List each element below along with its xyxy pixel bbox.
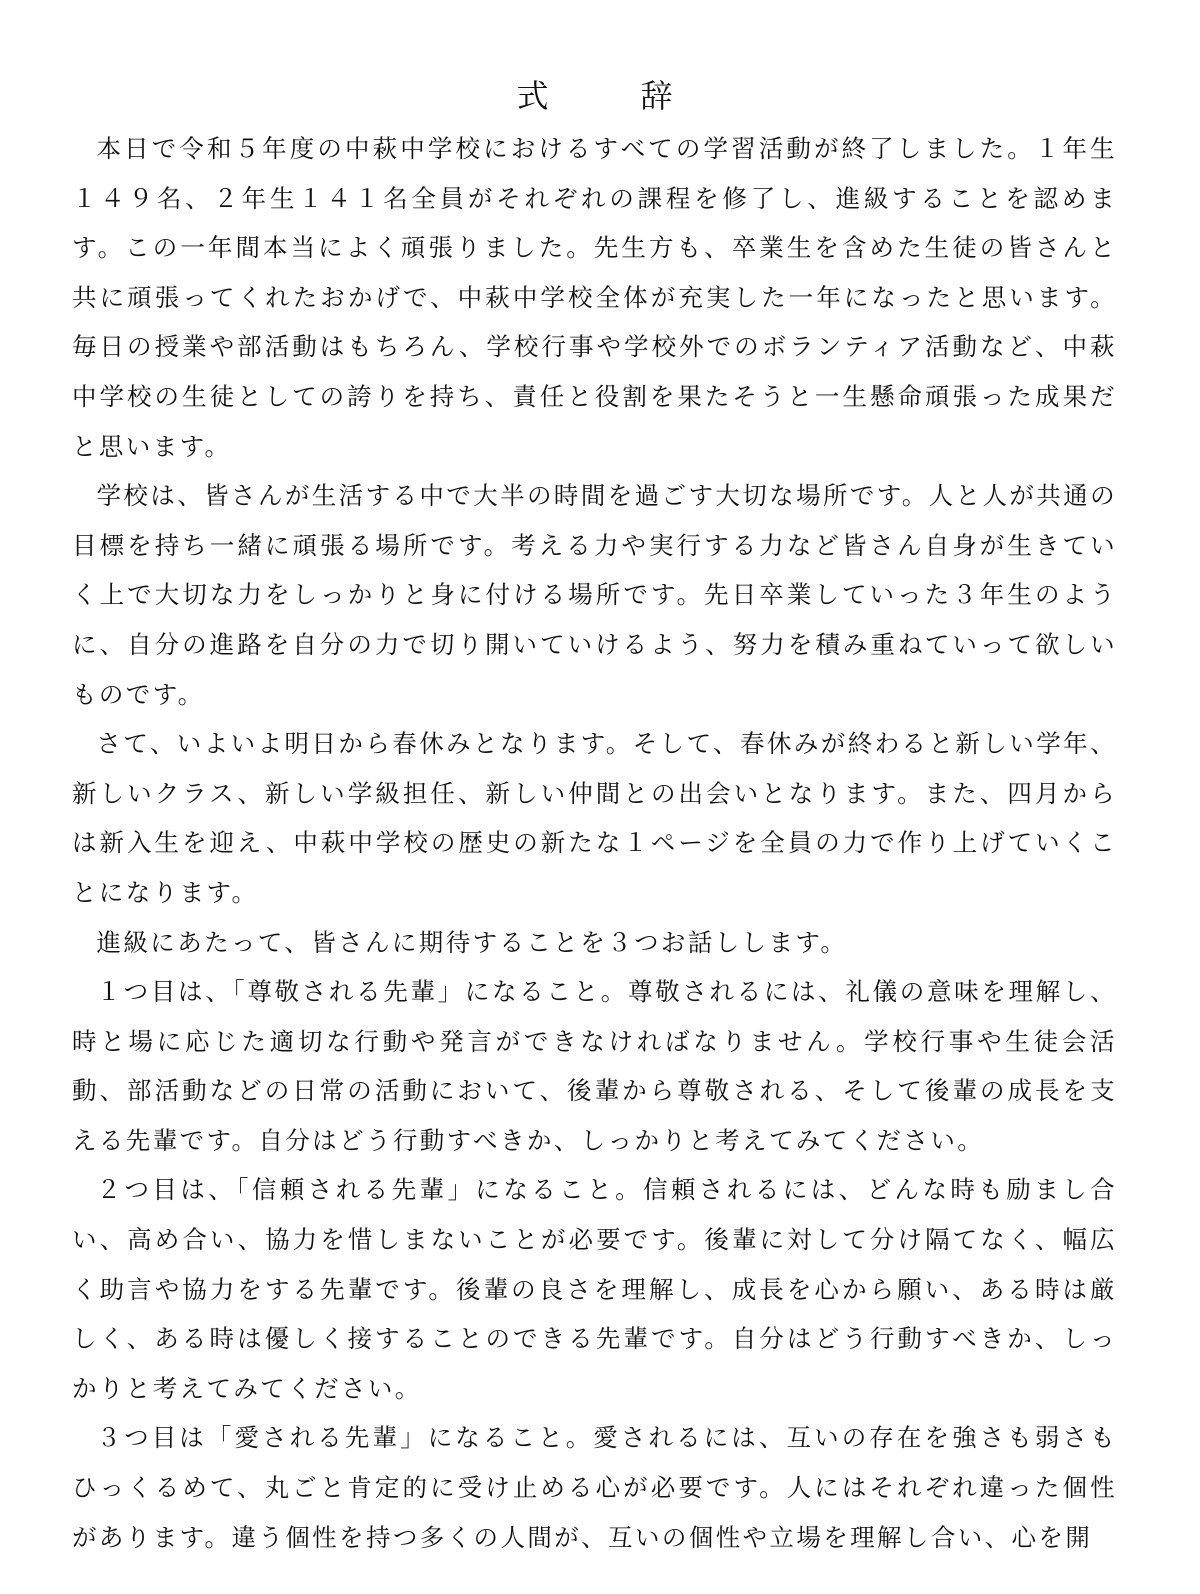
paragraph-5: １つ目は、「尊敬される先輩」になること。尊敬されるには、礼儀の意味を理解し、時と場に応じた適切な行動や発言ができなければなりません。学校行事や生徒会活動、部活動などの日常の活動において、後輩から尊敬される、そして後輩の成長を支える先輩です。自分はどう行動すべきか、しっかりと考えてみてください。 [72,977,1117,1155]
paragraph-6: ２つ目は、「信頼される先輩」になること。信頼されるには、どんな時も励まし合い、高め合い、協力を惜しまないことが必要です。後輩に対して分け隔てなく、幅広く助言や協力をする先輩です。後輩の良さを理解し、成長を心から願い、ある時は厳しく、ある時は優しく接することのできる先輩です。自分はどう行動すべきか、しっかりと考えてみてください。 [72,1175,1117,1403]
paragraph-1: 本日で令和５年度の中萩中学校におけるすべての学習活動が終了しました。１年生１４９名、２年生１４１名全員がそれぞれの課程を修了し、進級することを認めます。この一年間本当によく頑張りました。先生方も、卒業生を含めた生徒の皆さんと共に頑張ってくれたおかげで、中萩中学校全体が充実した一年になったと思います。毎日の授業や部活動はもちろん、学校行事や学校外でのボランティア活動など、中萩中学校の生徒としての誇りを持ち、責任と役割を果たそうと一生懸命頑張った成果だと思います。 [72,134,1117,461]
paragraph-7: ３つ目は「愛される先輩」になること。愛されるには、互いの存在を強さも弱さもひっくるめて、丸ごと肯定的に受け止める心が必要です。人にはそれぞれ違った個性があります。違う個性を持つ多くの人間が、互いの個性や立場を理解し合い、心を開 [72,1423,1117,1552]
paragraph-2: 学校は、皆さんが生活する中で大半の時間を過ごす大切な場所です。人と人が共通の目標を持ち一緒に頑張る場所です。考える力や実行する力など皆さん自身が生きていく上で大切な力をしっかりと身に付ける場所です。先日卒業していった３年生のように、自分の進路を自分の力で切り開いていけるよう、努力を積み重ねていって欲しいものです。 [72,481,1117,709]
document-title: 式 辞 [516,77,703,115]
paragraph-3: さて、いよいよ明日から春休みとなります。そして、春休みが終わると新しい学年、新しいクラス、新しい学級担任、新しい仲間との出会いとなります。また、四月からは新入生を迎え、中萩中学校の歴史の新たな１ページを全員の力で作り上げていくことになります。 [72,729,1117,907]
paragraph-4: 進級にあたって、皆さんに期待することを３つお話しします。 [96,927,848,957]
document-page [72,70,1117,1562]
